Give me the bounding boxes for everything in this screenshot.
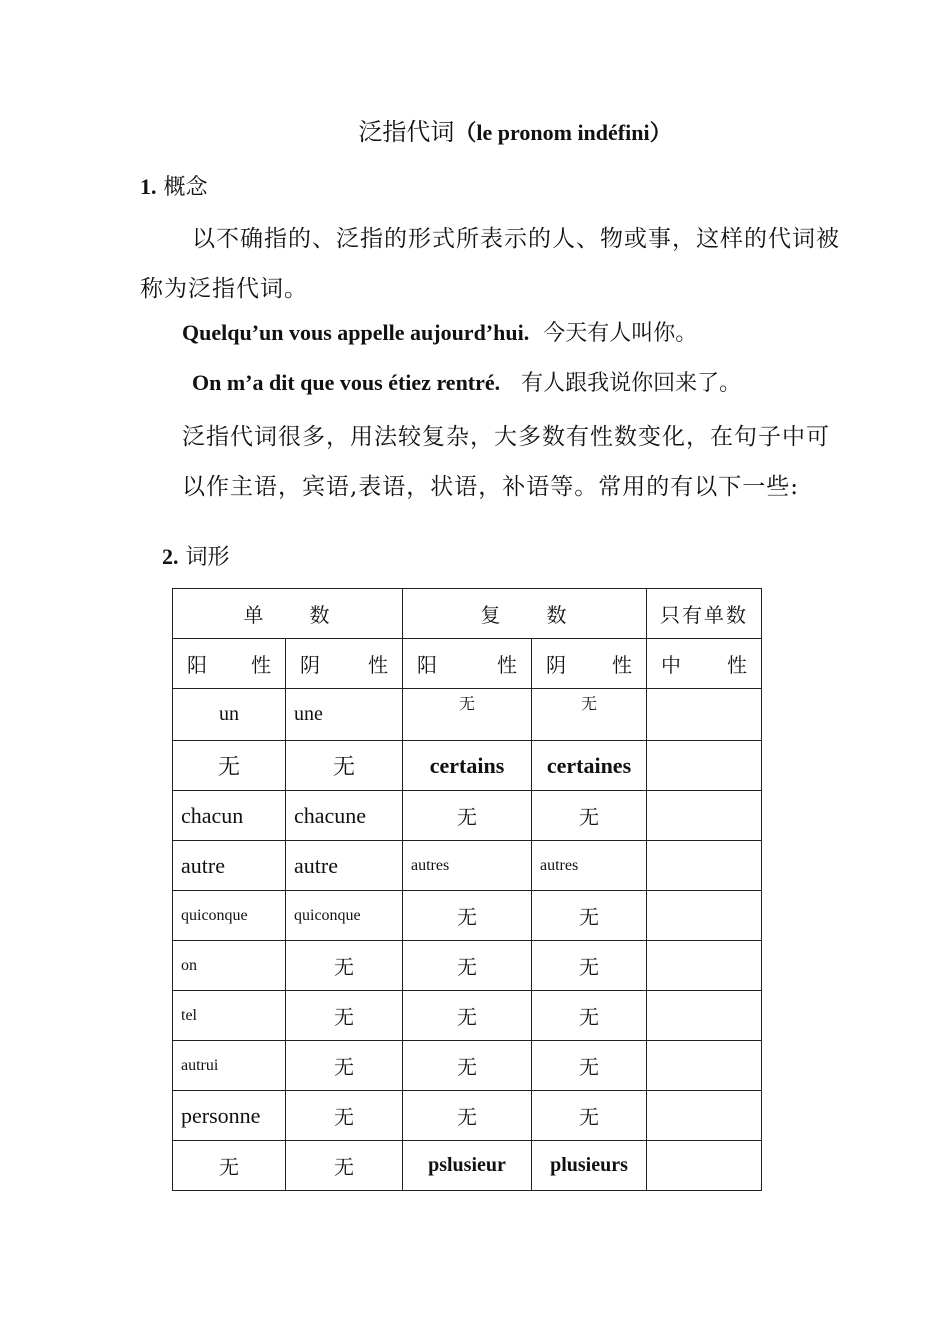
table-cell [647,689,762,741]
table-row [173,1041,762,1091]
section-heading-1 [140,170,208,201]
table-cell: certaines [532,741,647,791]
example-1 [182,316,697,347]
table-cell: certains [403,741,532,791]
table-subheader-row [173,639,762,689]
table-cell: 无 [286,1091,403,1141]
section-label: 概念 [163,175,208,200]
table-header-row [173,589,762,639]
table-row [173,941,762,991]
table-cell: 无 [532,1091,647,1141]
table-row [173,741,762,791]
subheader-neuter: 中 性 [647,639,762,689]
table-cell: tel [173,991,286,1041]
subheader-masculine-singular: 阳 性 [173,639,286,689]
section-label: 词形 [185,545,230,570]
section-number: 2. [162,544,179,569]
table-row [173,1091,762,1141]
table-cell [647,841,762,891]
example-1-french: Quelqu’un vous appelle aujourd’hui. [182,320,530,345]
table-cell: pslusieur [403,1141,532,1191]
table-cell: 无 [532,991,647,1041]
subheader-masculine-plural: 阳 性 [403,639,532,689]
header-plural: 复 数 [403,589,647,639]
table-row [173,791,762,841]
table-cell: 无 [532,791,647,841]
table-cell: autres [532,841,647,891]
table-cell: 无 [532,1041,647,1091]
section-number: 1. [140,174,157,199]
table-cell: 无 [403,991,532,1041]
table-cell [647,741,762,791]
table-cell: 无 [286,1141,403,1191]
table-cell [647,991,762,1041]
subheader-feminine-singular: 阴 性 [286,639,403,689]
table-cell: on [173,941,286,991]
table-cell: un [173,689,286,741]
example-1-chinese: 今天有人叫你。 [543,321,698,346]
header-only-singular: 只有单数 [647,589,762,639]
table-row [173,689,762,741]
table-cell: autre [173,841,286,891]
example-2 [192,366,741,397]
title-chinese: 泛指代词 [358,118,455,146]
table-cell: 无 [403,1041,532,1091]
table-cell: autres [403,841,532,891]
table-cell: quiconque [286,891,403,941]
table-cell: 无 [532,689,647,741]
table-cell: 无 [286,1041,403,1091]
table-cell: chacun [173,791,286,841]
table-row [173,1141,762,1191]
table-row [173,891,762,941]
header-singular: 单 数 [173,589,403,639]
table-cell: 无 [403,791,532,841]
table-cell: 无 [286,991,403,1041]
example-2-chinese: 有人跟我说你回来了。 [521,371,742,396]
table-cell [647,941,762,991]
table-cell: 无 [173,741,286,791]
table-cell [647,1041,762,1091]
definition-paragraph: 以不确指的、泛指的形式所表示的人、物或事，这样的代词被称为泛指代词。 [140,226,840,302]
table-cell: autrui [173,1041,286,1091]
table-cell: une [286,689,403,741]
table-cell [647,891,762,941]
table-cell: 无 [403,941,532,991]
table-cell: 无 [532,891,647,941]
title-latin: （le pronom indéfini） [454,120,672,145]
table-cell: plusieurs [532,1141,647,1191]
table-cell: 无 [286,941,403,991]
table-row [173,991,762,1041]
table-cell: quiconque [173,891,286,941]
table-cell: 无 [403,891,532,941]
table-row [173,841,762,891]
table-cell: 无 [173,1141,286,1191]
word-forms-table [172,588,762,1191]
table-cell: 无 [286,741,403,791]
usage-paragraph: 泛指代词很多，用法较复杂，大多数有性数变化，在句子中可以作主语，宾语,表语，状语，补语等。常用的有以下一些: [182,424,830,500]
table-cell: 无 [403,1091,532,1141]
table-cell: 无 [403,689,532,741]
example-2-french: On m’a dit que vous étiez rentré. [192,370,501,395]
table-cell: autre [286,841,403,891]
table-cell: 无 [532,941,647,991]
table-cell: chacune [286,791,403,841]
section-heading-2 [162,540,230,571]
table-cell [647,1141,762,1191]
page-title [0,112,950,147]
subheader-feminine-plural: 阴 性 [532,639,647,689]
table-cell [647,791,762,841]
table-cell: personne [173,1091,286,1141]
table-cell [647,1091,762,1141]
